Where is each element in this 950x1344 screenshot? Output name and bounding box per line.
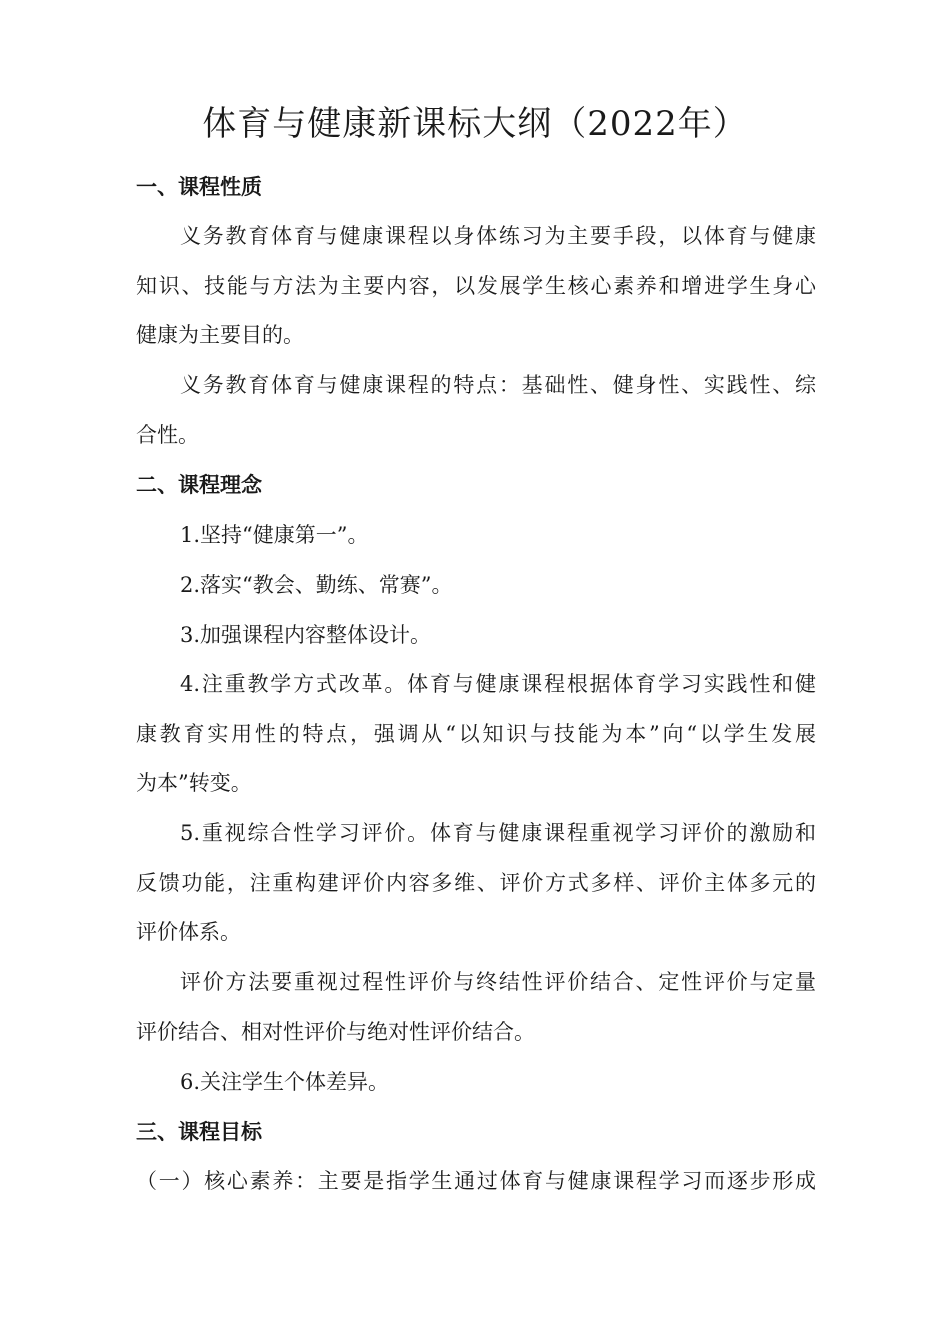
section-heading-philosophy: 二、课程理念 bbox=[136, 473, 262, 497]
paragraph-line: 知识、技能与方法为主要内容，以发展学生核心素养和增进学生身心 bbox=[136, 274, 816, 298]
document-title: 体育与健康新课标大纲（2022年） bbox=[202, 104, 748, 144]
paragraph-line: （一）核心素养：主要是指学生通过体育与健康课程学习而逐步形成 bbox=[136, 1169, 816, 1193]
paragraph-line: 评价方法要重视过程性评价与终结性评价结合、定性评价与定量 bbox=[180, 970, 816, 994]
section-heading-nature: 一、课程性质 bbox=[136, 175, 262, 199]
list-item: 6.关注学生个体差异。 bbox=[180, 1070, 390, 1094]
paragraph-line: 评价体系。 bbox=[136, 920, 241, 944]
paragraph-line: 反馈功能，注重构建评价内容多维、评价方式多样、评价主体多元的 bbox=[136, 871, 816, 895]
paragraph-line: 评价结合、相对性评价与绝对性评价结合。 bbox=[136, 1020, 535, 1044]
list-item: 3.加强课程内容整体设计。 bbox=[180, 623, 432, 647]
paragraph-line: 健康为主要目的。 bbox=[136, 323, 304, 347]
section-heading-goals: 三、课程目标 bbox=[136, 1120, 262, 1144]
paragraph-line: 合性。 bbox=[136, 423, 199, 447]
paragraph-line: 义务教育体育与健康课程的特点：基础性、健身性、实践性、综 bbox=[180, 373, 816, 397]
list-item: 5.重视综合性学习评价。体育与健康课程重视学习评价的激励和 bbox=[180, 821, 816, 845]
paragraph-line: 为本”转变。 bbox=[136, 771, 252, 795]
list-item: 4.注重教学方式改革。体育与健康课程根据体育学习实践性和健 bbox=[180, 672, 816, 696]
paragraph-line: 康教育实用性的特点，强调从“以知识与技能为本”向“以学生发展 bbox=[136, 722, 816, 746]
list-item: 2.落实“教会、勤练、常赛”。 bbox=[180, 573, 453, 597]
paragraph-line: 义务教育体育与健康课程以身体练习为主要手段，以体育与健康 bbox=[180, 224, 816, 248]
list-item: 1.坚持“健康第一”。 bbox=[180, 523, 369, 547]
